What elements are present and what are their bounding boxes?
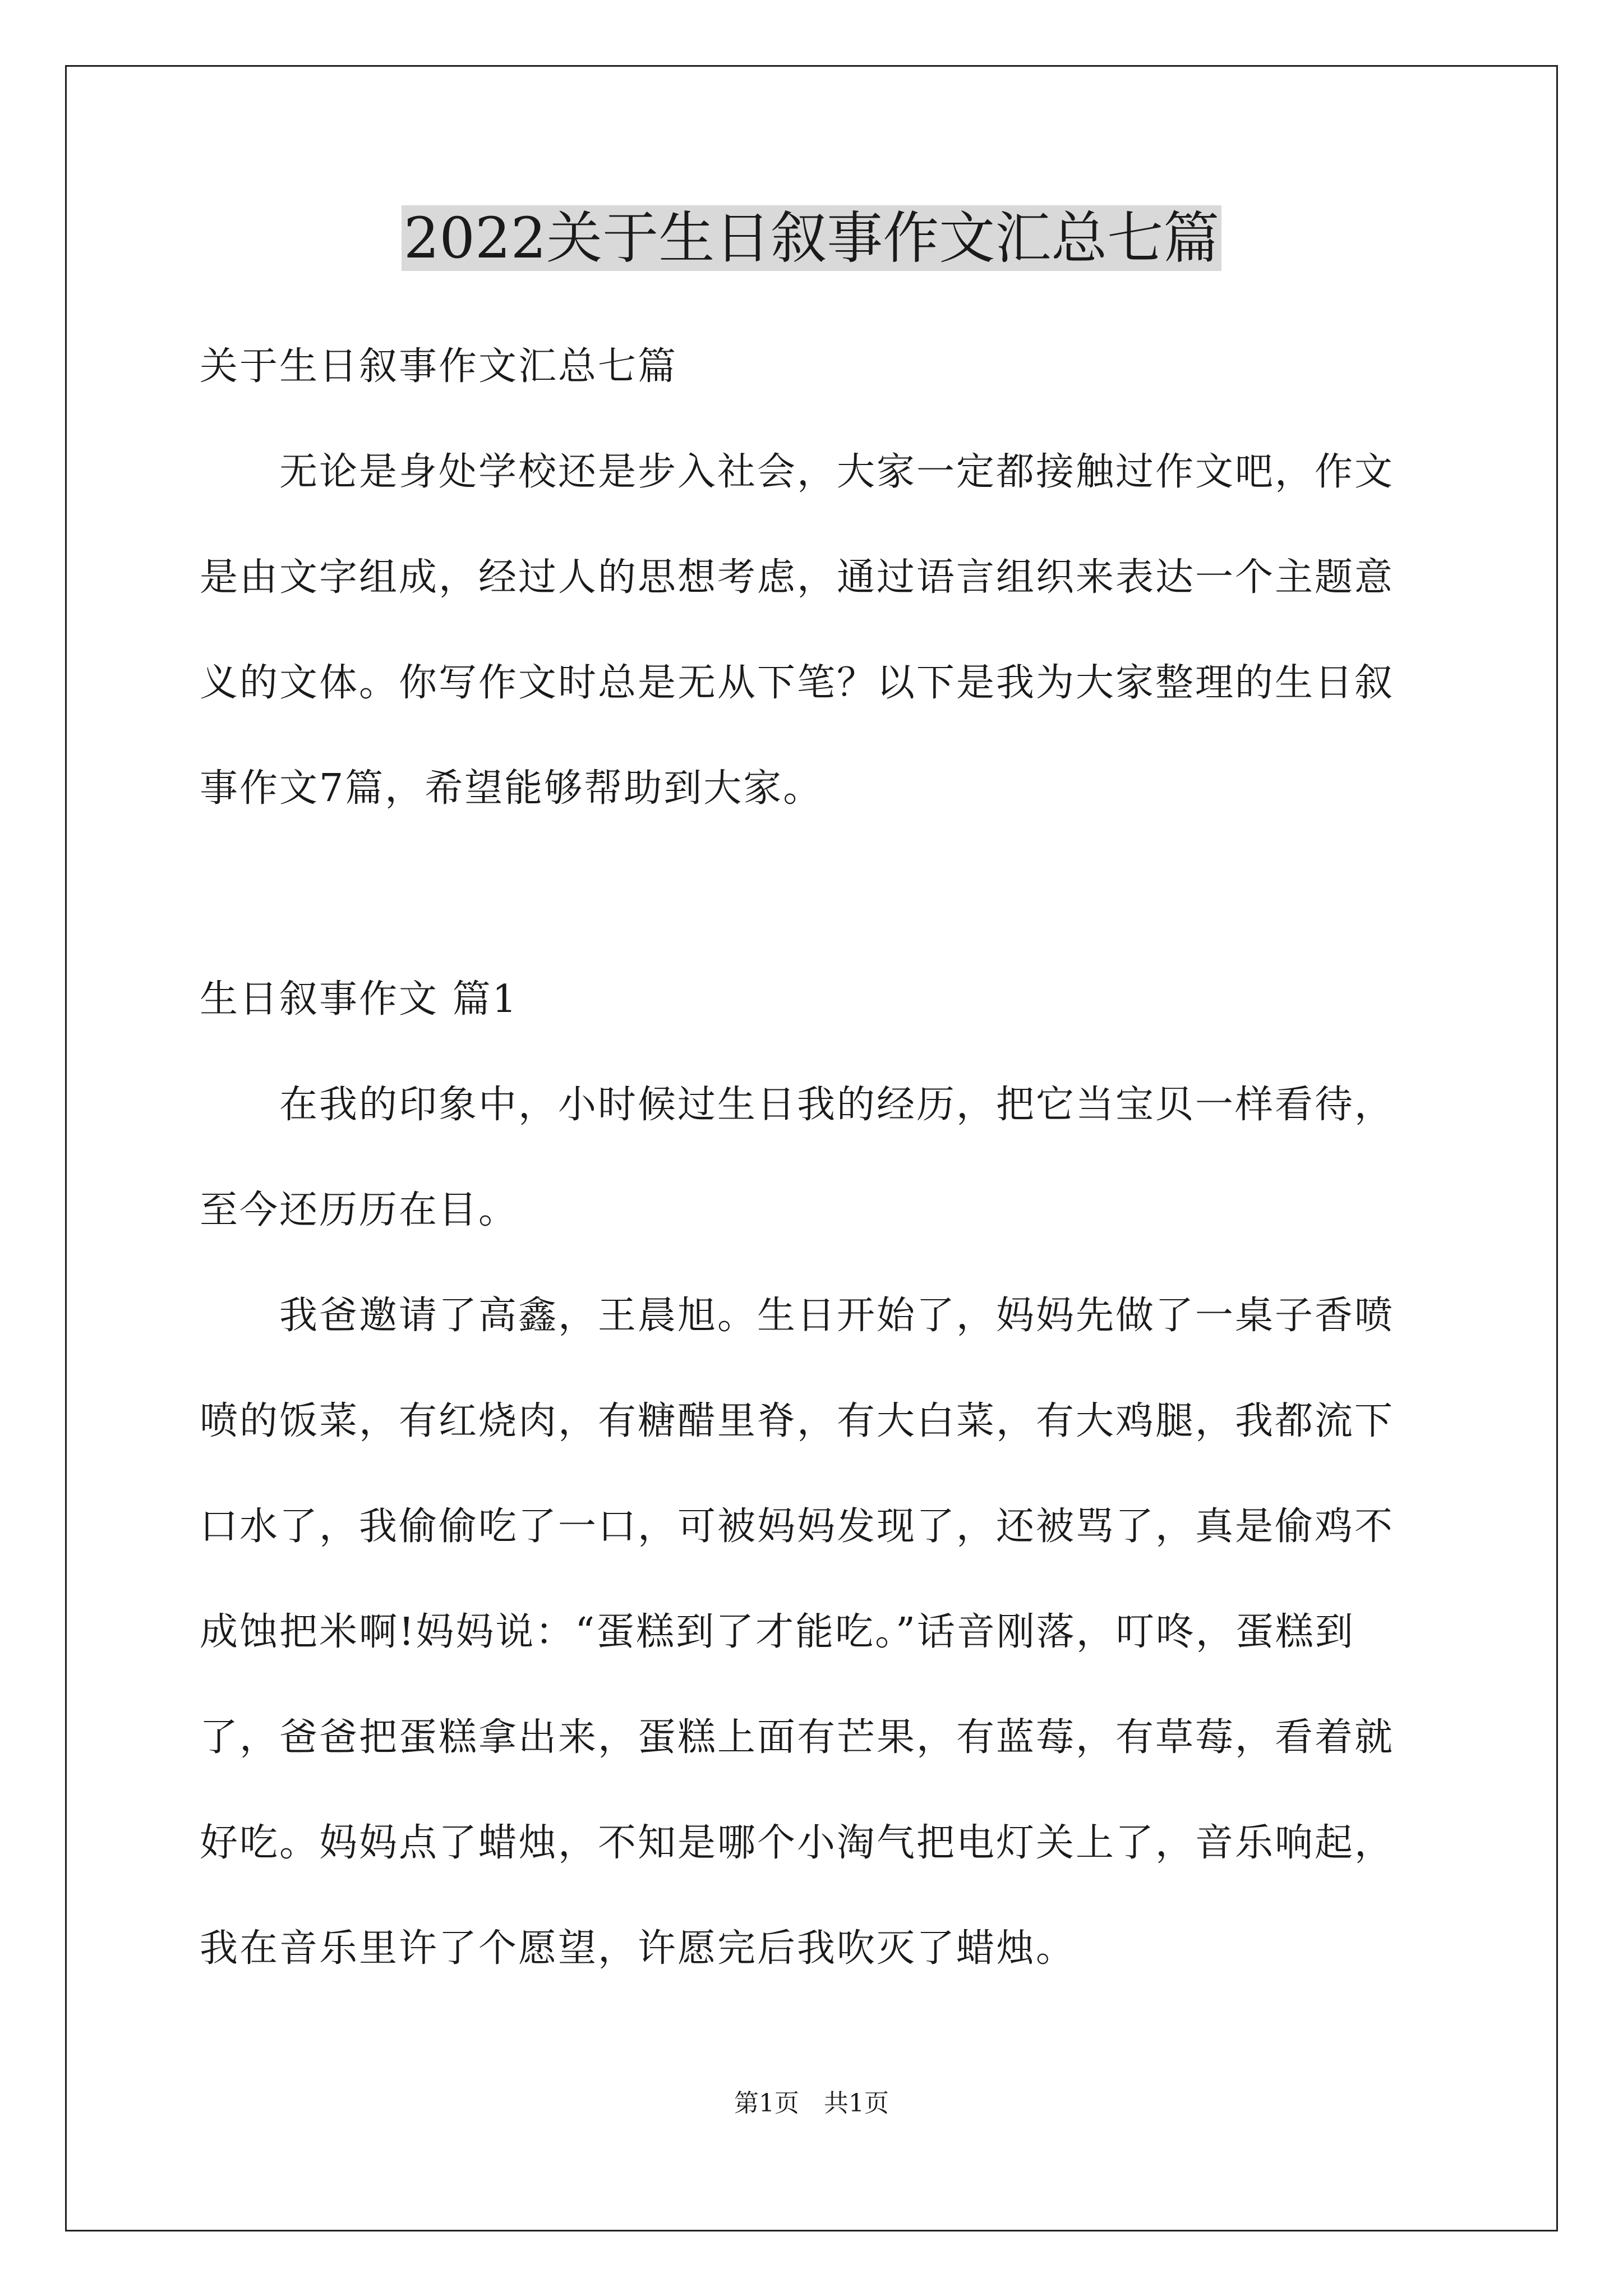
paragraph-line: 好吃。妈妈点了蜡烛，不知是哪个小淘气把电灯关上了，音乐响起， [200,1821,1395,1865]
subtitle: 关于生日叙事作文汇总七篇 [200,344,678,389]
page-footer [0,2087,1623,2120]
paragraph-line: 了，爸爸把蛋糕拿出来，蛋糕上面有芒果，有蓝莓，有草莓，看着就 [200,1715,1395,1760]
paragraph-line: 在我的印象中，小时候过生日我的经历，把它当宝贝一样看待， [279,1083,1395,1127]
paragraph-line: 我在音乐里许了个愿望，许愿完后我吹灭了蜡烛。 [200,1926,1076,1971]
paragraph-line: 我爸邀请了高鑫，王晨旭。生日开始了，妈妈先做了一桌子香喷 [279,1294,1395,1338]
document-title [0,199,1623,278]
page-number: 第1页 共1页 [734,2089,889,2118]
paragraph-line: 成蚀把米啊!妈妈说：“蛋糕到了才能吃。”话音刚落，叮咚，蛋糕到 [200,1610,1355,1654]
paragraph-line: 至今还历历在目。 [200,1188,519,1232]
intro-line: 事作文7篇，希望能够帮助到大家。 [200,766,823,811]
paragraph-line: 喷的饭菜，有红烧肉，有糖醋里脊，有大白菜，有大鸡腿，我都流下 [200,1399,1395,1443]
intro-line: 无论是身处学校还是步入社会，大家一定都接触过作文吧，作文 [279,450,1395,494]
section-heading: 生日叙事作文 篇1 [200,977,518,1022]
intro-line: 义的文体。你写作文时总是无从下笔？以下是我为大家整理的生日叙 [200,661,1395,705]
intro-line: 是由文字组成，经过人的思想考虑，通过语言组织来表达一个主题意 [200,555,1395,600]
paragraph-line: 口水了，我偷偷吃了一口，可被妈妈发现了，还被骂了，真是偷鸡不 [200,1504,1395,1549]
spacer [200,841,1428,947]
document-title-text: 2022关于生日叙事作文汇总七篇 [402,205,1222,271]
document-body [200,314,1428,2001]
